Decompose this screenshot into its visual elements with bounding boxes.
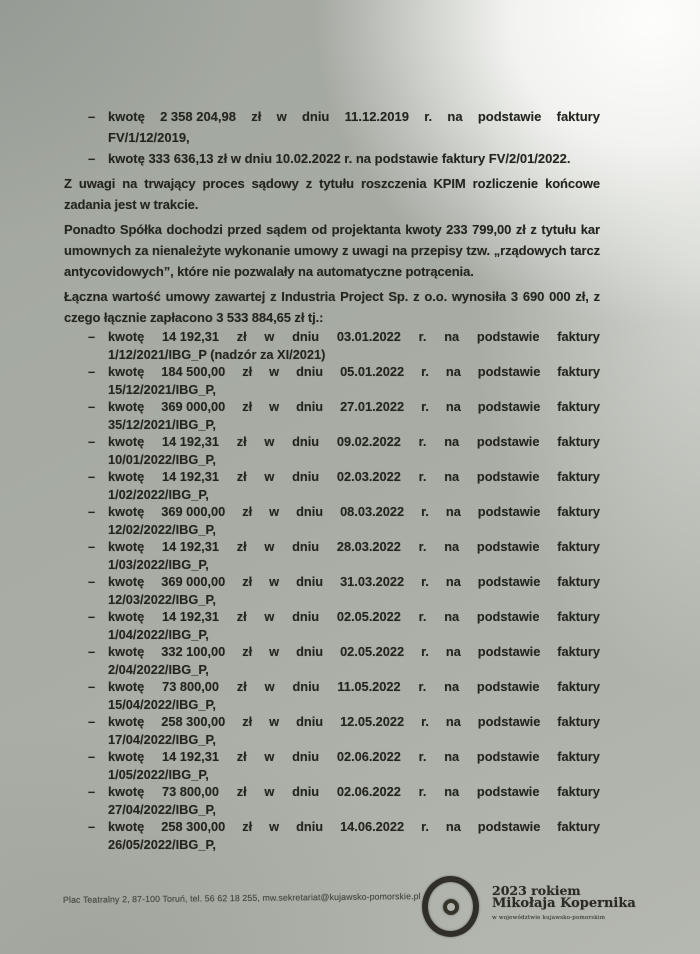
label-na: na (444, 329, 460, 344)
payment-line1 (108, 398, 600, 416)
dash-bullet-icon: – (88, 539, 96, 554)
label-na: na (445, 399, 461, 414)
payment-date: 12.05.2022 (340, 714, 405, 729)
payment-date: 11.12.2019 (344, 109, 409, 124)
payment-item (88, 783, 600, 818)
label-kwote: kwotę (108, 539, 145, 554)
label-dniu: dniu (296, 644, 324, 659)
payment-amount: 258 300,00 (161, 714, 226, 729)
label-podstawie: podstawie (477, 714, 541, 729)
label-r: r. (424, 109, 433, 124)
label-zl: zł (236, 434, 247, 449)
label-zl: zł (236, 329, 247, 344)
payment-invoice: 1/04/2022/IBG_P, (108, 626, 209, 642)
payment-invoice: 15/04/2022/IBG_P, (108, 696, 216, 712)
label-w: w (264, 329, 275, 344)
label-dniu: dniu (296, 399, 324, 414)
label-podstawie: podstawie (476, 539, 540, 554)
payment-line1 (108, 468, 600, 486)
payment-amount: 369 000,00 (161, 504, 226, 519)
payment-amount: 73 800,00 (162, 784, 219, 799)
label-dniu: dniu (292, 469, 320, 484)
payment-text (108, 608, 600, 643)
label-w: w (269, 364, 280, 379)
payment-item (88, 468, 600, 503)
label-podstawie: podstawie (477, 399, 541, 414)
dash-bullet-icon: – (88, 469, 96, 484)
dash-bullet-icon: – (88, 109, 96, 124)
label-kwote: kwotę (108, 679, 145, 694)
payment-item (88, 503, 600, 538)
payment-amount: 14 192,31 (162, 539, 219, 554)
label-w: w (269, 714, 280, 729)
initial-payment-list (64, 106, 600, 169)
label-na: na (444, 609, 460, 624)
label-r: r. (421, 644, 429, 659)
payment-amount: 14 192,31 (162, 609, 219, 624)
label-zl: zł (236, 609, 247, 624)
label-dniu: dniu (292, 749, 320, 764)
label-r: r. (421, 714, 429, 729)
label-w: w (269, 819, 280, 834)
payment-item (88, 433, 600, 468)
label-podstawie: podstawie (476, 749, 540, 764)
label-r: r. (418, 539, 427, 554)
payment-amount: 73 800,00 (162, 679, 220, 694)
label-kwote: kwotę (108, 819, 145, 834)
payment-text (108, 398, 600, 433)
payment-text (108, 538, 600, 573)
payment-text (108, 748, 600, 783)
payment-line1 (108, 643, 600, 661)
label-kwote: kwotę (108, 364, 145, 379)
payment-line1 (108, 363, 600, 381)
label-zl: zł (242, 574, 253, 589)
label-kwote: kwotę (108, 749, 145, 764)
label-dniu: dniu (296, 714, 324, 729)
label-zl: zł (242, 504, 253, 519)
label-kwote: kwotę (108, 109, 145, 124)
payment-invoice: 1/02/2022/IBG_P, (108, 486, 209, 502)
paragraph-contract-total: Łączna wartość umowy zawartej z Industria Project Sp. z o.o. wynosiła 3 690 000 zł, z czego łącznie zapłacono 3 533 884,65 zł tj.: (64, 289, 600, 325)
label-faktury: faktury (557, 714, 600, 729)
label-r: r. (421, 399, 429, 414)
label-dniu: dniu (292, 679, 320, 694)
dash-bullet-icon: – (88, 819, 96, 834)
label-kwote: kwotę (108, 714, 145, 729)
label-dniu: dniu (292, 609, 320, 624)
payment-amount: 14 192,31 (162, 749, 219, 764)
footer-address: Plac Teatralny 2, 87-100 Toruń, tel. 56 62 18 255, mw.sekretariat@kujawsko-pomorskie.pl (62, 891, 421, 905)
label-zl: zł (236, 749, 247, 764)
label-dniu: dniu (296, 504, 324, 519)
payment-text (108, 783, 600, 818)
label-r: r. (418, 609, 427, 624)
payment-date: 31.03.2022 (340, 574, 405, 589)
label-kwote: kwotę (108, 784, 145, 799)
payment-line1 (108, 678, 600, 696)
label-r: r. (421, 364, 429, 379)
payment-text (108, 678, 600, 713)
payment-line1 (108, 503, 600, 521)
label-w: w (264, 784, 275, 799)
label-zl: zł (251, 109, 262, 124)
copernicus-logo (492, 884, 636, 925)
label-podstawie: podstawie (477, 574, 541, 589)
payment-line1 (108, 433, 600, 451)
payment-amount: 369 000,00 (161, 574, 226, 589)
payment-item (88, 748, 600, 783)
payment-text (108, 818, 600, 853)
payment-invoice: 2/04/2022/IBG_P, (108, 661, 209, 677)
label-faktury: faktury (557, 504, 600, 519)
label-r: r. (418, 469, 427, 484)
dash-bullet-icon: – (88, 644, 96, 659)
label-faktury: faktury (556, 109, 600, 124)
payment-text (108, 328, 600, 363)
label-dniu: dniu (292, 784, 320, 799)
dash-bullet-icon: – (88, 749, 96, 764)
label-r: r. (418, 784, 427, 799)
label-zl: zł (236, 469, 247, 484)
label-dniu: dniu (296, 364, 324, 379)
label-r: r. (421, 574, 429, 589)
label-na: na (445, 574, 461, 589)
label-na: na (445, 504, 461, 519)
label-w: w (269, 399, 280, 414)
payment-text (108, 106, 600, 148)
payment-item (88, 678, 600, 713)
label-dniu: dniu (292, 329, 320, 344)
dash-bullet-icon: – (88, 399, 96, 414)
payment-invoice: FV/1/12/2019, (108, 130, 190, 145)
label-na: na (444, 469, 460, 484)
seal-center-icon (443, 899, 459, 915)
dash-bullet-icon: – (88, 679, 96, 694)
label-podstawie: podstawie (477, 109, 542, 124)
label-w: w (269, 574, 280, 589)
payment-invoice: 1/12/2021/IBG_P (nadzór za XI/2021) (108, 346, 326, 362)
copernicus-seal-icon (422, 876, 479, 937)
label-faktury: faktury (557, 539, 600, 554)
label-zl: zł (236, 539, 247, 554)
payment-line1 (108, 783, 600, 801)
label-podstawie: podstawie (477, 819, 541, 834)
label-w: w (269, 504, 280, 519)
payment-list (64, 328, 600, 853)
label-na: na (447, 109, 463, 124)
payment-text (108, 468, 600, 503)
dash-bullet-icon: – (88, 504, 96, 519)
payment-invoice: 1/03/2022/IBG_P, (108, 556, 209, 572)
payment-invoice: 26/05/2022/IBG_P, (108, 836, 216, 852)
payment-line1 (108, 538, 600, 556)
label-kwote: kwotę (108, 574, 145, 589)
label-w: w (264, 434, 275, 449)
label-r: r. (418, 749, 427, 764)
payment-item (88, 328, 600, 363)
label-kwote: kwotę (108, 609, 145, 624)
payment-amount: 14 192,31 (162, 434, 219, 449)
payment-item (88, 106, 600, 148)
payment-date: 02.06.2022 (336, 784, 401, 799)
label-podstawie: podstawie (477, 644, 541, 659)
label-w: w (264, 469, 275, 484)
label-na: na (445, 819, 461, 834)
payment-invoice: 1/05/2022/IBG_P, (108, 766, 209, 782)
payment-amount: 258 300,00 (161, 819, 226, 834)
payment-item (88, 818, 600, 853)
label-na: na (444, 784, 460, 799)
payment-invoice: 12/02/2022/IBG_P, (108, 521, 216, 537)
label-zl: zł (236, 784, 247, 799)
payment-invoice: 35/12/2021/IBG_P, (108, 416, 216, 432)
label-faktury: faktury (557, 574, 600, 589)
label-podstawie: podstawie (476, 434, 540, 449)
label-na: na (444, 749, 460, 764)
payment-text (108, 713, 600, 748)
paragraph-penalties: Ponadto Spółka dochodzi przed sądem od projektanta kwoty 233 799,00 zł z tytułu kar umownych za nienależyte wykonanie umowy z uwagi na przepisy tzw. „rządowych tarcz antycovidowych”, które nie pozwalały na automatyczne potrącenia. (64, 222, 600, 279)
label-dniu: dniu (296, 574, 324, 589)
payment-amount: 14 192,31 (162, 329, 219, 344)
payment-line1 (108, 328, 600, 346)
payment-text: kwotę 333 636,13 zł w dniu 10.02.2022 r. na podstawie faktury FV/2/01/2022. (108, 151, 571, 166)
payment-invoice: 15/12/2021/IBG_P, (108, 381, 216, 397)
label-zl: zł (242, 364, 253, 379)
label-r: r. (421, 504, 429, 519)
label-na: na (445, 714, 461, 729)
dash-bullet-icon: – (88, 609, 96, 624)
label-kwote: kwotę (108, 329, 145, 344)
payment-date: 28.03.2022 (336, 539, 401, 554)
payment-invoice: 10/01/2022/IBG_P, (108, 451, 216, 467)
label-r: r. (418, 434, 427, 449)
payment-line1 (108, 573, 600, 591)
label-kwote: kwotę (108, 469, 145, 484)
label-podstawie: podstawie (476, 469, 540, 484)
label-faktury: faktury (557, 329, 600, 344)
label-na: na (444, 434, 460, 449)
payment-amount: 184 500,00 (161, 364, 226, 379)
payment-item (88, 148, 600, 169)
label-kwote: kwotę (108, 399, 145, 414)
payment-line1 (108, 748, 600, 766)
label-w: w (269, 644, 280, 659)
label-faktury: faktury (557, 784, 600, 799)
label-zl: zł (242, 714, 253, 729)
payment-text (108, 643, 600, 678)
payment-item (88, 398, 600, 433)
label-faktury: faktury (557, 679, 600, 694)
payment-invoice: 17/04/2022/IBG_P, (108, 731, 216, 747)
label-r: r. (421, 819, 429, 834)
label-faktury: faktury (557, 644, 600, 659)
payment-item (88, 643, 600, 678)
label-w: w (264, 539, 275, 554)
label-dniu: dniu (296, 819, 324, 834)
dash-bullet-icon: – (88, 574, 96, 589)
label-na: na (444, 679, 460, 694)
payment-amount: 14 192,31 (162, 469, 219, 484)
dash-bullet-icon: – (88, 364, 96, 379)
payment-text (108, 433, 600, 468)
label-kwote: kwotę (108, 644, 145, 659)
logo-year-label: 2023 rokiem (492, 883, 581, 898)
dash-bullet-icon: – (88, 329, 96, 344)
payment-date: 02.06.2022 (336, 749, 401, 764)
payment-text (108, 363, 600, 398)
payment-invoice: 12/03/2022/IBG_P, (108, 591, 216, 607)
payment-date: 05.01.2022 (340, 364, 405, 379)
payment-item (88, 538, 600, 573)
payment-item (88, 363, 600, 398)
label-faktury: faktury (557, 469, 600, 484)
payment-date: 09.02.2022 (336, 434, 401, 449)
label-w: w (264, 749, 275, 764)
payment-date: 11.05.2022 (337, 679, 401, 694)
label-podstawie: podstawie (476, 679, 540, 694)
label-faktury: faktury (557, 749, 600, 764)
logo-name-label: Mikołaja Kopernika (492, 896, 636, 911)
payment-date: 02.05.2022 (340, 644, 405, 659)
payment-date: 03.01.2022 (336, 329, 401, 344)
label-faktury: faktury (557, 609, 600, 624)
label-podstawie: podstawie (476, 609, 540, 624)
payment-line1 (108, 713, 600, 731)
label-podstawie: podstawie (476, 784, 540, 799)
label-na: na (444, 539, 460, 554)
label-faktury: faktury (557, 364, 600, 379)
dash-bullet-icon: – (88, 714, 96, 729)
label-na: na (445, 644, 461, 659)
dash-bullet-icon: – (88, 784, 96, 799)
payment-amount: 2 358 204,98 (160, 109, 236, 124)
label-r: r. (418, 679, 427, 694)
label-dniu: dniu (292, 539, 320, 554)
payment-text (108, 503, 600, 538)
payment-date: 27.01.2022 (340, 399, 405, 414)
label-faktury: faktury (557, 434, 600, 449)
label-na: na (445, 364, 461, 379)
label-zl: zł (242, 644, 253, 659)
label-zl: zł (236, 679, 247, 694)
logo-tagline-label: w województwie kujawsko-pomorskim (492, 914, 606, 921)
payment-amount: 332 100,00 (161, 644, 226, 659)
payment-line1 (108, 818, 600, 836)
payment-item (88, 608, 600, 643)
payment-item (88, 713, 600, 748)
label-kwote: kwotę (108, 504, 145, 519)
label-faktury: faktury (557, 399, 600, 414)
dash-bullet-icon: – (88, 151, 96, 166)
label-faktury: faktury (557, 819, 600, 834)
label-r: r. (418, 329, 427, 344)
label-podstawie: podstawie (477, 504, 541, 519)
label-kwote: kwotę (108, 434, 145, 449)
label-podstawie: podstawie (476, 329, 540, 344)
label-w: w (264, 609, 275, 624)
document-body (64, 106, 600, 853)
payment-line1 (108, 106, 600, 127)
label-dniu: dniu (292, 434, 320, 449)
label-w: w (264, 679, 275, 694)
label-w: w (276, 109, 287, 124)
label-dniu: dniu (301, 109, 330, 124)
payment-date: 08.03.2022 (340, 504, 405, 519)
payment-date: 14.06.2022 (340, 819, 405, 834)
paragraph-court-case: Z uwagi na trwający proces sądowy z tytułu roszczenia KPIM rozliczenie końcowe zadania jest w trakcie. (64, 176, 600, 212)
payment-amount: 369 000,00 (161, 399, 226, 414)
payment-line1 (108, 608, 600, 626)
payment-date: 02.03.2022 (336, 469, 401, 484)
label-zl: zł (242, 819, 253, 834)
payment-item (88, 573, 600, 608)
payment-date: 02.05.2022 (336, 609, 401, 624)
label-podstawie: podstawie (477, 364, 541, 379)
dash-bullet-icon: – (88, 434, 96, 449)
payment-text (108, 573, 600, 608)
label-zl: zł (242, 399, 253, 414)
payment-invoice: 27/04/2022/IBG_P, (108, 801, 216, 817)
